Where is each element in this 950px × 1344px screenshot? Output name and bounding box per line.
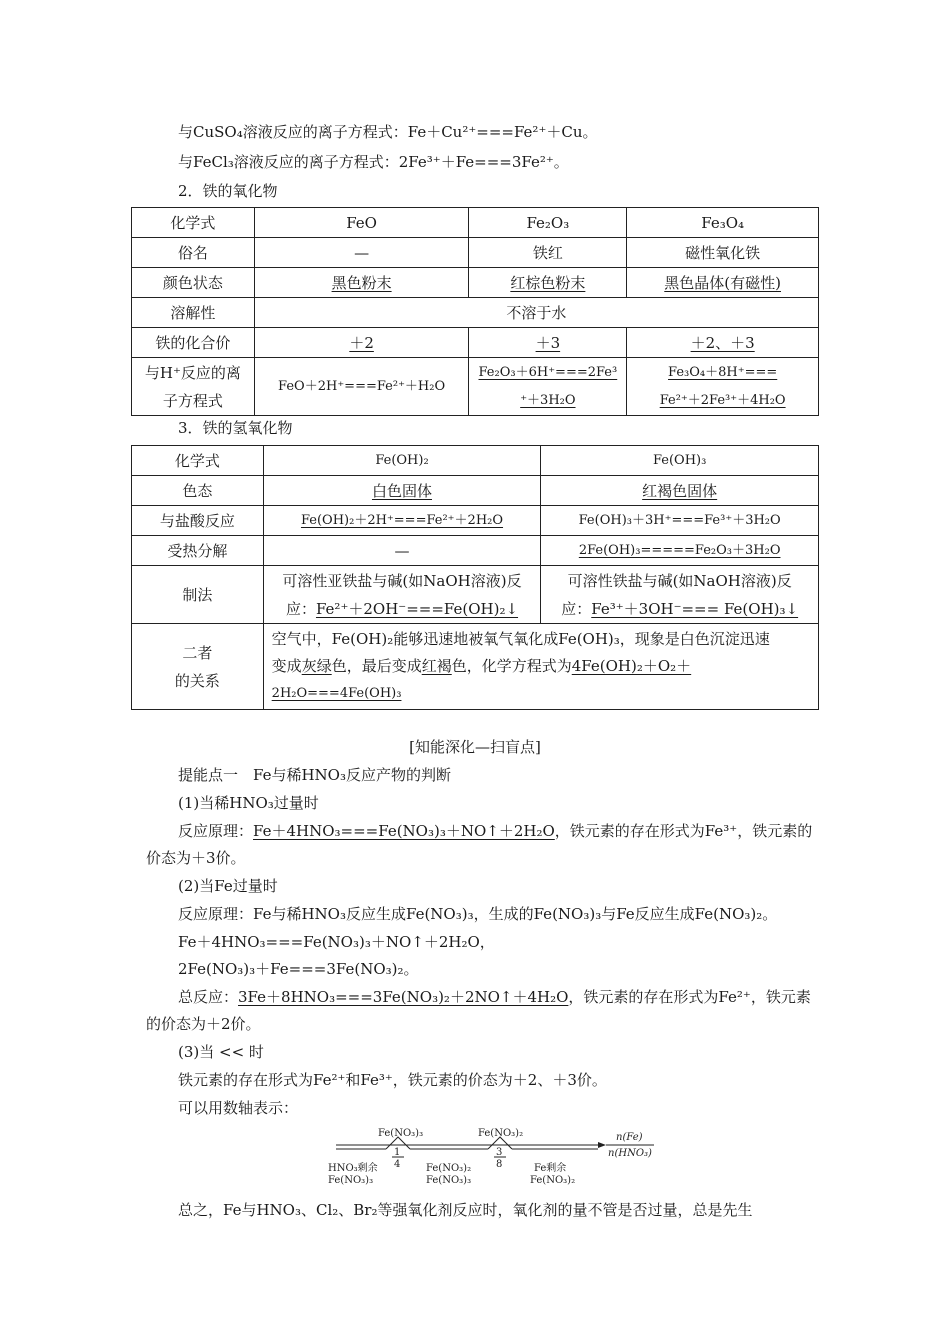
relation-red-brown: 红褐: [421, 657, 452, 675]
feoh3-preparation: [541, 566, 819, 624]
ratio-denominator: n(HNO₃): [608, 1148, 652, 1159]
section-2-heading: 2．铁的氧化物: [178, 182, 278, 200]
row-header: [132, 358, 255, 416]
feoh3-color: [541, 476, 819, 506]
relation-text-e: 色，化学方程式为: [451, 657, 572, 675]
principle-label: 反应原理：: [178, 822, 254, 840]
feoh3-acid: Fe(OH)₃＋3H⁺===Fe³⁺＋3H₂O: [541, 506, 819, 536]
total-tail: ，铁元素的存在形式为Fe²⁺，铁元素: [568, 988, 811, 1006]
fe3o4-color-text: 黑色晶体(有磁性): [664, 273, 781, 292]
table-row: [132, 624, 819, 710]
case-1-equation: Fe＋4HNO₃===Fe(NO₃)₃＋NO↑＋2H₂O: [253, 822, 555, 840]
feoh2-formula: Fe(OH)₂: [263, 446, 541, 476]
relation-grey-green: 灰绿: [301, 657, 332, 675]
feo-common-name: —: [254, 238, 469, 268]
feoh2-color-text: 白色固体: [371, 481, 432, 500]
case-1-principle: [178, 821, 812, 841]
iron-hydroxide-table: [131, 445, 819, 710]
fe2o3-valence: [469, 328, 627, 358]
feo-ion-equation: FeO＋2H⁺===Fe²⁺＋H₂O: [254, 358, 469, 416]
case-2-valence: 的价态为＋2价。: [146, 1015, 261, 1033]
feoh3-prep-prefix: 应：: [561, 599, 592, 618]
cuso4-equation: 与CuSO₄溶液反应的离子方程式：Fe＋Cu²⁺===Fe²⁺＋Cu。: [178, 123, 598, 141]
total-label: 总反应：: [178, 988, 239, 1006]
fe3o4-ion-line1: Fe₃O₄＋8H⁺===: [668, 364, 778, 380]
summary-line: 总之，Fe与HNO₃、Cl₂、Br₂等强氧化剂反应时，氧化剂的量不管是否过量，总是先生: [178, 1201, 753, 1219]
number-axis-intro: 可以用数轴表示：: [178, 1099, 299, 1117]
table-row: [132, 268, 819, 298]
case-2-heading: (2)当Fe过量时: [178, 877, 278, 895]
fe2o3-ion-line2: ⁺＋3H₂O: [520, 392, 576, 408]
tick-1: 1: [394, 1147, 401, 1158]
relation-text-a: 变成: [271, 657, 302, 675]
fe3o4-ion-line2: Fe²⁺＋2Fe³⁺＋4H₂O: [659, 392, 786, 408]
total-reaction: [178, 987, 811, 1007]
fe2o3-color: [469, 268, 627, 298]
fe2o3-ion-line1: Fe₂O₃＋6H⁺===2Fe³: [478, 364, 618, 380]
relation-equation-part1: 4Fe(OH)₂＋O₂＋: [571, 657, 692, 675]
feoh2-heat: —: [263, 536, 541, 566]
feoh3-heat-text: 2Fe(OH)₃=====Fe₂O₃＋3H₂O: [578, 542, 781, 558]
fe3o4-common-name: 磁性氧化铁: [627, 238, 819, 268]
number-axis-diagram: [326, 1127, 656, 1197]
relation-equation-part2: 2H₂O===4Fe(OH)₃: [271, 686, 402, 701]
fe3o4-valence: [627, 328, 819, 358]
feo-color-text: 黑色粉末: [331, 273, 392, 292]
feoh3-heat: [541, 536, 819, 566]
solubility: 不溶于水: [254, 298, 818, 328]
total-equation: 3Fe＋8HNO₃===3Fe(NO₃)₂＋2NO↑＋4H₂O: [238, 988, 569, 1006]
fe2o3-formula: Fe₂O₃: [469, 208, 627, 238]
feoh3-formula: Fe(OH)₃: [541, 446, 819, 476]
feoh3-color-text: 红褐色固体: [642, 481, 718, 500]
section-3-heading: 3．铁的氢氧化物: [178, 419, 293, 437]
table-row: [132, 298, 819, 328]
table-row: [132, 208, 819, 238]
feoh3-prep-line1: 可溶性铁盐与碱(如NaOH溶液)反: [567, 571, 792, 590]
zone-1-line1: HNO₃剩余: [328, 1163, 378, 1174]
relation-line2: [272, 653, 814, 680]
point-one-heading: 提能点一 Fe与稀HNO₃反应产物的判断: [178, 766, 451, 784]
tick-4: 4: [394, 1159, 401, 1170]
row-header: 与盐酸反应: [132, 506, 264, 536]
feo-formula: FeO: [254, 208, 469, 238]
fe2o3-valence-text: ＋3: [535, 333, 561, 352]
row-header: 化学式: [132, 208, 255, 238]
zone-1-line2: Fe(NO₃)₃: [328, 1175, 374, 1186]
feo-color: [254, 268, 469, 298]
feoh2-prep-equation: Fe²⁺＋2OH⁻===Fe(OH)₂↓: [315, 599, 519, 618]
fe3o4-valence-text: ＋2、＋3: [690, 333, 755, 352]
row-header: 溶解性: [132, 298, 255, 328]
case-2-equation-1: Fe＋4HNO₃===Fe(NO₃)₃＋NO↑＋2H₂O，: [178, 933, 495, 951]
fe2o3-common-name: 铁红: [469, 238, 627, 268]
feoh3-prep-equation: Fe³⁺＋3OH⁻=== Fe(OH)₃↓: [591, 599, 799, 618]
case-3-forms: 铁元素的存在形式为Fe²⁺和Fe³⁺，铁元素的价态为＋2、＋3价。: [178, 1071, 607, 1089]
fe3o4-color: [627, 268, 819, 298]
fe3o4-formula: Fe₃O₄: [627, 208, 819, 238]
feoh2-acid-text: Fe(OH)₂＋2H⁺===Fe²⁺＋2H₂O: [300, 512, 504, 528]
zone-3-line1: Fe剩余: [534, 1163, 567, 1174]
ratio-numerator: n(Fe): [616, 1132, 643, 1143]
fe2o3-ion-equation: [469, 358, 627, 416]
table-row: [132, 358, 819, 416]
fe3o4-ion-equation: [627, 358, 819, 416]
relation-header-line1: 二者: [182, 643, 213, 662]
iron-oxide-table: [131, 207, 819, 416]
row-header: [132, 624, 264, 710]
table-row: [132, 566, 819, 624]
feoh2-color: [263, 476, 541, 506]
ion-header-line2: 子方程式: [162, 391, 223, 410]
relation-header-line2: 的关系: [174, 671, 220, 690]
label-fe-no3-2: Fe(NO₃)₂: [478, 1128, 524, 1139]
label-fe-no3-3: Fe(NO₃)₃: [378, 1128, 424, 1139]
ion-header-line1: 与H⁺反应的离: [144, 363, 241, 382]
zone-3-line2: Fe(NO₃)₂: [530, 1175, 576, 1186]
row-header: 受热分解: [132, 536, 264, 566]
table-row: [132, 446, 819, 476]
case-1-heading: (1)当稀HNO₃过量时: [178, 794, 319, 812]
row-header: 铁的化合价: [132, 328, 255, 358]
fe2o3-color-text: 红棕色粉末: [510, 273, 586, 292]
fecl3-equation: 与FeCl₃溶液反应的离子方程式：2Fe³⁺＋Fe===3Fe²⁺。: [178, 153, 569, 171]
relation-description: [263, 624, 818, 710]
table-row: [132, 476, 819, 506]
zone-2-line2: Fe(NO₃)₃: [426, 1175, 472, 1186]
relation-text-c: 色，最后变成: [331, 657, 422, 675]
zone-2-line1: Fe(NO₃)₂: [426, 1163, 472, 1174]
case-2-principle: 反应原理：Fe与稀HNO₃反应生成Fe(NO₃)₃，生成的Fe(NO₃)₃与Fe反应生成Fe(NO₃)₂。: [178, 905, 778, 923]
feo-valence: [254, 328, 469, 358]
row-header: 化学式: [132, 446, 264, 476]
case-2-equation-2: 2Fe(NO₃)₃＋Fe===3Fe(NO₃)₂。: [178, 960, 419, 978]
feoh2-prep-line1: 可溶性亚铁盐与碱(如NaOH溶液)反: [282, 571, 522, 590]
tick-3: 3: [496, 1147, 503, 1158]
feo-valence-text: ＋2: [349, 333, 374, 352]
row-header: 俗名: [132, 238, 255, 268]
principle-tail: ，铁元素的存在形式为Fe³⁺，铁元素的: [554, 822, 813, 840]
row-header: 色态: [132, 476, 264, 506]
tick-8: 8: [496, 1159, 503, 1170]
row-header: 颜色状态: [132, 268, 255, 298]
case-1-valence: 价态为＋3价。: [146, 849, 246, 867]
table-row: [132, 506, 819, 536]
axis-arrow: [598, 1142, 606, 1148]
feoh2-acid: [263, 506, 541, 536]
relation-line1: 空气中，Fe(OH)₂能够迅速地被氧气氧化成Fe(OH)₃，现象是白色沉淀迅速: [271, 630, 770, 648]
table-row: [132, 238, 819, 268]
feoh2-prep-prefix: 应：: [285, 599, 316, 618]
table-row: [132, 328, 819, 358]
table-row: [132, 536, 819, 566]
feoh2-preparation: [263, 566, 541, 624]
case-3-heading: (3)当 << 时: [178, 1043, 264, 1061]
deepening-title: [知能深化—扫盲点]: [409, 738, 541, 756]
row-header: 制法: [132, 566, 264, 624]
